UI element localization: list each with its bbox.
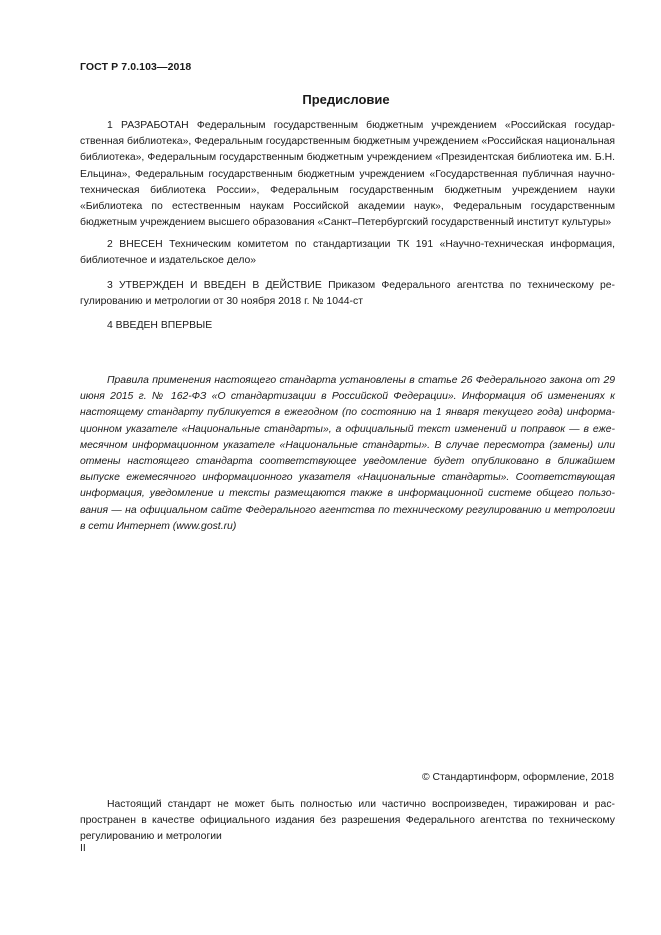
standard-code: ГОСТ Р 7.0.103—2018 [80,61,192,73]
page-title: Предисловие [302,92,390,107]
reproduction-notice: Настоящий стандарт не может быть полностью или частично воспроизведен, тиражирован и распространен в качестве официального издания без разрешения Федерального агентства по техническому регулированию и метрологии [80,799,615,843]
section-introduced: 4 ВВЕДЕН ВПЕРВЫЕ [107,320,213,331]
section-developed: 1 РАЗРАБОТАН Федеральным государственным бюджетным учреждением «Российская государственная библиотека», Федеральным государственным бюджетным учреждением «Российская национальная библиотека», Федеральным государственным бюджетным учреждением «Президентская библиотека им. Б.Н. Ельцина», Федеральным государственным бюджетным учреждением «Государственная публичная научно-техническая библиотека России», Федеральным государственным бюджетным учреждением науки «Библиотека по естественным наукам Российской академии наук», Федеральным государственным бюджетным учреждением высшего образования «Санкт–Петербургский государственный институт культуры» [80,120,615,229]
application-rules-notice: Правила применения настоящего стандарта установлены в статье 26 Федерального закона от 29 июня 2015 г. № 162-ФЗ «О стандартизации в Российской Федерации». Информация об изменениях к настоящему стандарту публикуется в ежегодном (по состоянию на 1 января текущего года) информационном указателе «Национальные стандарты», а официальный текст изменений и поправок — в ежемесячном информационном указателе «Национальные стандарты». В случае пересмотра (замены) или отмены настоящего стандарта соответствующее уведомление будет опубликовано в ближайшем выпуске ежемесячного информационного указателя «Национальные стандарты». Соответствующая информация, уведомление и тексты размещаются также в информационной системе общего пользования — на официальном сайте Федерального агентства по техническому регулированию и метрологии в сети Интернет (www.gost.ru) [80,375,615,532]
page-number: II [80,843,86,854]
copyright: © Стандартинформ, оформление, 2018 [421,772,614,783]
section-submitted: 2 ВНЕСЕН Техническим комитетом по стандартизации ТК 191 «Научно-техническая информация, библиотечное и издательское дело» [80,239,615,267]
section-approved: 3 УТВЕРЖДЕН И ВВЕДЕН В ДЕЙСТВИЕ Приказом Федерального агентства по техническому регулированию и метрологии от 30 ноября 2018 г. № 1044-ст [80,280,615,308]
